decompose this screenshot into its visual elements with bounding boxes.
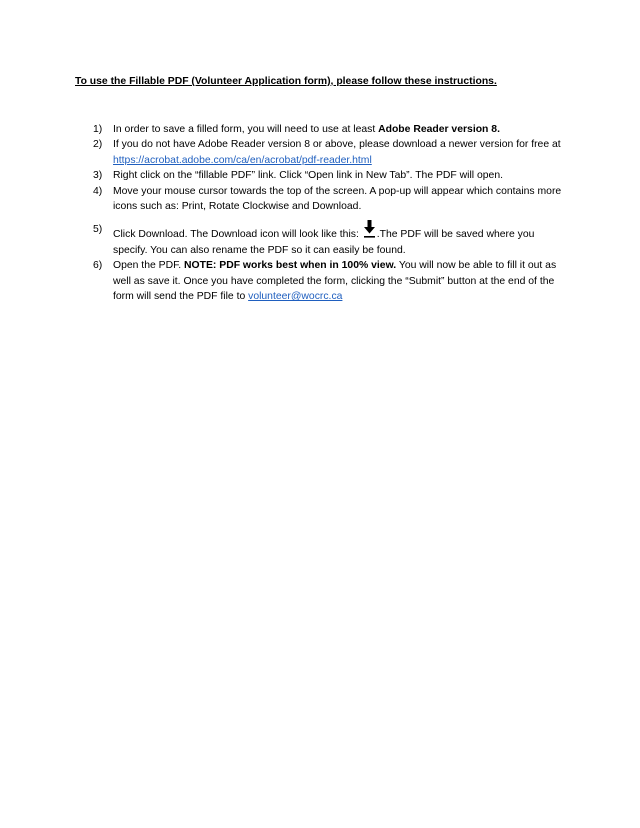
list-item xyxy=(75,122,565,137)
list-item xyxy=(75,222,565,258)
item-bold-text: Adobe Reader version 8. xyxy=(378,124,500,135)
item-text: Right click on the “fillable PDF” link. Click “Open link in New Tab”. The PDF will open. xyxy=(113,170,503,182)
instructions-list xyxy=(75,122,565,304)
item-number: 6) xyxy=(93,260,103,272)
item-text: Move your mouse cursor towards the top of the screen. A pop-up will appear which contains more icons such as: Print, Rotate Clockwise and Download. xyxy=(113,185,562,213)
download-icon xyxy=(363,222,376,240)
volunteer-email-link[interactable]: volunteer@wocrc.ca xyxy=(248,291,343,303)
adobe-reader-link[interactable]: https://acrobat.adobe.com/ca/en/acrobat/pdf-reader.html xyxy=(113,154,372,166)
item-text: Click Download. The Download icon will look like this: xyxy=(113,229,362,241)
list-item xyxy=(75,184,565,215)
item-number: 4) xyxy=(93,185,103,197)
item-number: 2) xyxy=(93,139,103,151)
list-item xyxy=(75,168,565,183)
item-text: In order to save a filled form, you will need to use at least xyxy=(113,124,379,135)
instructions-heading: To use the Fillable PDF (Volunteer Application form), please follow these instructions. xyxy=(75,76,497,87)
item-text: If you do not have Adobe Reader version 8 or above, please download a newer version for free at xyxy=(113,139,561,151)
list-item xyxy=(75,137,565,168)
item-bold-text: NOTE: PDF works best when in 100% view. xyxy=(184,260,397,272)
item-text: Open the PDF. xyxy=(113,260,185,272)
item-number: 5) xyxy=(93,224,103,236)
item-text-after: .The PDF will be saved where you specify. You can also rename the PDF so it can easily be found. xyxy=(113,229,535,256)
item-number: 1) xyxy=(93,124,103,135)
item-number: 3) xyxy=(93,170,103,182)
item-text-middle: You will now be able to fill it out as well as save it. Once you have completed the form, clicking the “Submit” button at the end of the form will send the PDF file to xyxy=(113,260,557,303)
list-item xyxy=(75,258,565,304)
